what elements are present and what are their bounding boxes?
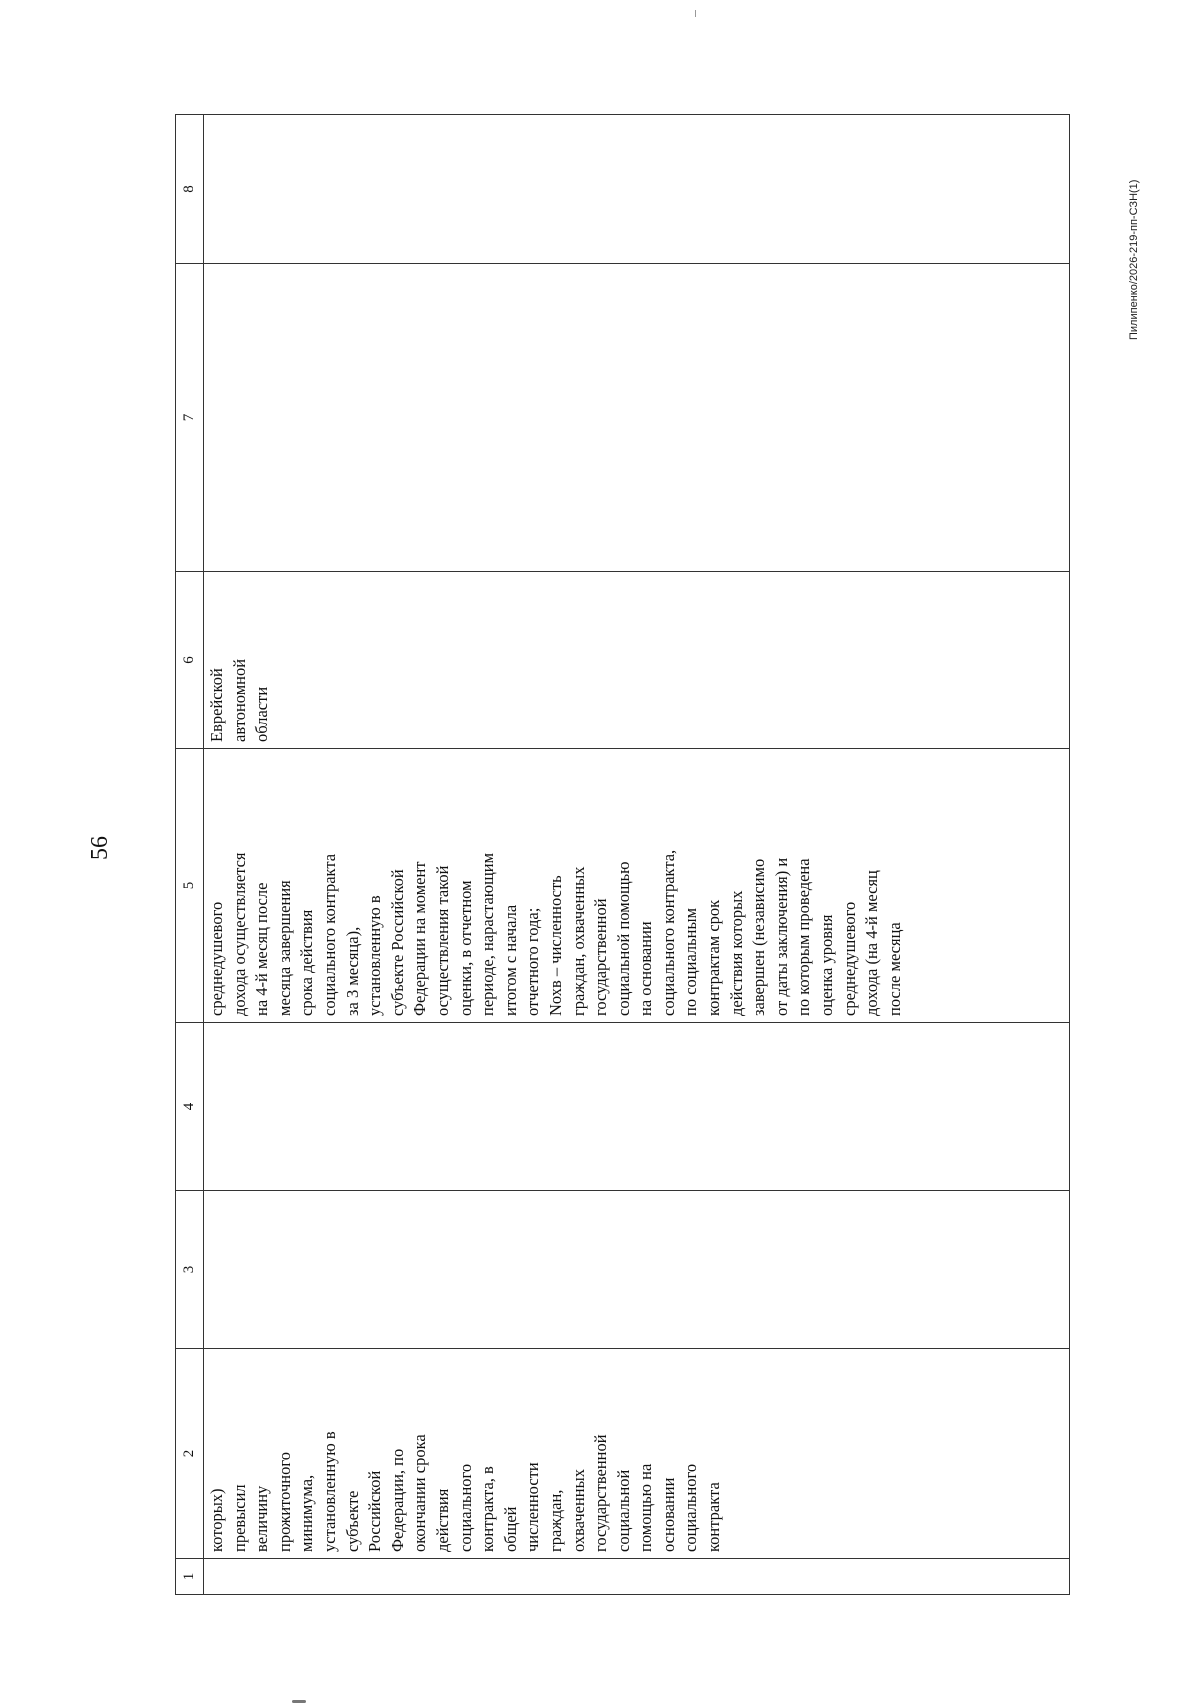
cell-text-line: социального [455, 1463, 475, 1552]
cell-text-line: которых) [207, 1488, 226, 1552]
cell-text-line: социального [681, 1463, 701, 1552]
cell-text-line: социального контракта, [658, 849, 678, 1016]
cell-text-line: за 3 месяца), [342, 926, 362, 1016]
cell-text-line: периоде, нарастающим [478, 852, 498, 1016]
cell-text-line: после месяца [884, 922, 904, 1016]
header-col-8: 8 [176, 115, 204, 264]
cell-text-line: автономной [229, 658, 249, 742]
cell-text-line: минимума, [297, 1474, 317, 1552]
cell-text-line: на основании [636, 921, 656, 1016]
cell-text-line: по которым проведена [794, 858, 814, 1016]
cell-text-line: осуществления такой [432, 865, 452, 1016]
cell-text-line: превысил [229, 1484, 249, 1552]
cell-text-line: среднедушевого [839, 901, 859, 1016]
rotated-table [175, 115, 1070, 1595]
cell-text-line: охваченных [568, 1469, 588, 1552]
cell-text-line: контракта [704, 1482, 724, 1552]
cell-text-line: по социальным [681, 907, 701, 1016]
cell-text-line: установленную в [319, 1431, 339, 1552]
cell-text-line: области [252, 686, 272, 742]
cell-text-line: срока действия [297, 909, 317, 1016]
cell-col-1 [204, 1559, 1070, 1595]
data-table [175, 114, 1070, 1595]
cell-text-line: оценки, в отчетном [455, 880, 475, 1016]
cell-text-line: среднедушевого [207, 901, 226, 1016]
cell-text-line: действия [432, 1488, 452, 1552]
cell-col-4 [204, 1023, 1070, 1191]
cell-text-line: помощью на [636, 1463, 656, 1552]
cell-text-line: дохода (на 4-й месяц [862, 870, 882, 1016]
header-col-3: 3 [176, 1191, 204, 1349]
cell-col-6 [204, 572, 1070, 749]
cell-text-line: государственной [591, 1434, 611, 1552]
cell-text-line: граждан, [545, 1489, 565, 1552]
cell-col-7 [204, 264, 1070, 572]
cell-col-8 [204, 115, 1070, 264]
cell-text-line: Nохв – численность [545, 875, 565, 1016]
document-code-text: Пилипенко/2026-219-пп-СЗН(1) [1128, 179, 1140, 340]
header-col-4: 4 [176, 1023, 204, 1191]
cell-text-line: на 4-й месяц после [252, 882, 272, 1016]
cell-text-line: величину [252, 1485, 272, 1552]
cell-text-line: контрактам срок [704, 899, 724, 1016]
cell-text-line: контракта, в [478, 1466, 498, 1552]
cell-text-line: от даты заключения) и [771, 857, 791, 1016]
cell-col-3 [204, 1191, 1070, 1349]
cell-text-line: окончании срока [410, 1434, 430, 1552]
cell-text-line: субъекте Российской [387, 869, 407, 1016]
cell-text-line: социальной [613, 1469, 633, 1552]
page-number: 56 [87, 836, 113, 860]
table-row [204, 115, 1070, 1595]
cell-text-line: Еврейской [207, 668, 226, 742]
cell-text-line: Федерации, по [387, 1448, 407, 1552]
cell-text-line: месяца завершения [274, 880, 294, 1016]
header-col-1: 1 [176, 1559, 204, 1595]
cell-text-line: дохода осуществляется [229, 852, 249, 1016]
header-col-7: 7 [176, 264, 204, 572]
cell-col-5 [204, 749, 1070, 1023]
header-col-2: 2 [176, 1349, 204, 1559]
cell-text-line: социальной помощью [613, 861, 633, 1016]
header-col-6: 6 [176, 572, 204, 749]
cell-text-line: численности [523, 1462, 543, 1552]
cell-text-line: оценка уровня [817, 914, 837, 1016]
cell-text-line: отчетного года; [523, 907, 543, 1016]
cell-col-2 [204, 1349, 1070, 1559]
scan-artifact [695, 10, 696, 17]
cell-text-line: Федерации на момент [410, 861, 430, 1016]
header-col-5: 5 [176, 749, 204, 1023]
cell-text-line: действия которых [726, 890, 746, 1016]
cell-text-line: прожиточного [274, 1452, 294, 1552]
cell-text-line: граждан, охваченных [568, 866, 588, 1016]
cell-text-line: социального контракта [319, 853, 339, 1016]
cell-text-line: Российской [365, 1470, 385, 1552]
cell-text-line: основании [658, 1477, 678, 1552]
cell-text-line: государственной [591, 898, 611, 1016]
cell-text-line: завершен (независимо [749, 858, 769, 1016]
cell-text-line: установленную в [365, 895, 385, 1016]
cell-text-line: субъекте [342, 1490, 362, 1552]
cell-text-line: общей [500, 1506, 520, 1552]
header-row [176, 115, 204, 1595]
cell-text-line: итогом с начала [500, 904, 520, 1016]
